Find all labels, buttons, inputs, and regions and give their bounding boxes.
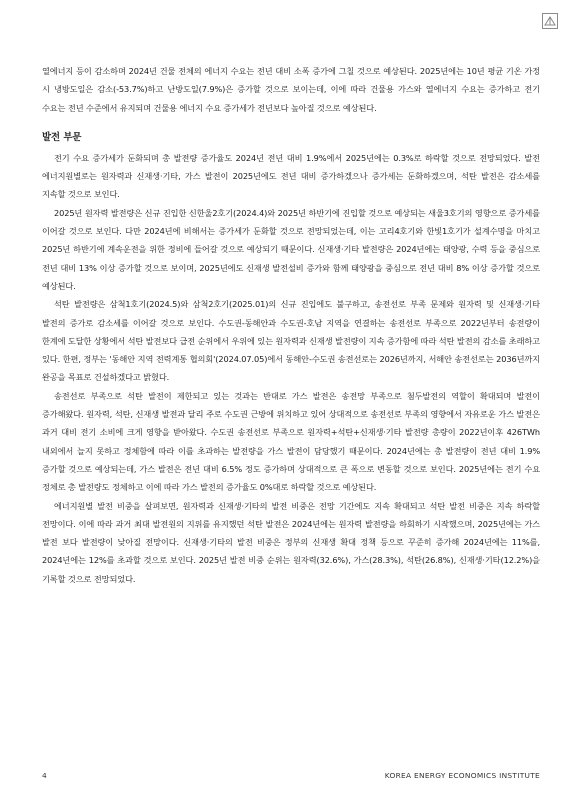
body-paragraph: 전기 수요 증가세가 둔화되며 총 발전량 증가율도 2024년 전년 대비 1.9%에서 2025년에는 0.3%로 하락할 것으로 전망되었다. 발전 에너지원별로는 원자력과 신재생·기타, 가스 발전이 2025년에도 전년 대비 증가하겠으나 증가세는 둔화하겠으며, 석탄 발전은 감소세를 지속할 것으로 보인다. (42, 152, 540, 200)
page-number: 4 (42, 771, 47, 780)
body-paragraph: 2025년 원자력 발전량은 신규 진입한 신한울2호기(2024.4)와 2025년 하반기에 진입할 것으로 예상되는 새울3호기의 영향으로 증가세를 이어갈 것으로 보인다. 다만 2024년에 비해서는 증가세가 둔화할 것으로 전망되었는데, 이는 고리4호기와 한빛1호기가 설계수명을 마치고 2025년 하반기에 계속운전을 위한 정비에 들어갈 것으로 예상되기 때문이다. 신재생·기타 발전량은 2024년에는 태양광, 수력 등을 중심으로 전년 대비 13% 이상 증가할 것으로 보이며, 2025년에도 신재생 발전설비 증가와 함께 태양광을 중심으로 전년 대비 8% 이상 증가할 것으로 예상된다. (42, 207, 540, 291)
institute-name: KOREA ENERGY ECONOMICS INSTITUTE (384, 771, 540, 780)
intro-paragraph: 열에너지 등이 감소하며 2024년 건물 전체의 에너지 수요는 전년 대비 소폭 증가에 그칠 것으로 예상된다. 2025년에는 10년 평균 기온 가정 시 냉방도일은 감소(-53.7%)하고 난방도일(7.9%)은 증가할 것으로 보이는데, 이에 따라 건물용 가스와 열에너지 수요는 증가하고 전기 수요는 전년 수준에서 유지되며 건물용 에너지 수요 증가세가 전년보다 높아질 것으로 예상된다. (42, 66, 540, 113)
section-heading: 발전 부문 (42, 131, 82, 143)
kee-logo-icon (542, 13, 558, 29)
body-paragraph: 에너지원별 발전 비중을 살펴보면, 원자력과 신재생·기타의 발전 비중은 전망 기간에도 지속 확대되고 석탄 발전 비중은 지속 하락할 전망이다. 이에 따라 과거 최대 발전원의 지위를 유지했던 석탄 발전은 2024년에는 원자력 발전량을 하회하기 시작했으며, 2025년에는 가스 발전 보다 발전량이 낮아질 전망이다. 신재생·기타의 발전 비중은 정부의 신재생 확대 정책 등으로 꾸준히 증가해 2024년에는 11%를, 2024년에는 12%를 초과할 것으로 보인다. 2025년 발전 비중 순위는 원자력(32.6%), 가스(28.3%), 석탄(26.8%), 신재생·기타(12.2%)을 기록할 것으로 전망되었다. (42, 500, 540, 584)
page-footer (42, 771, 540, 780)
body-paragraph: 석탄 발전량은 삼척1호기(2024.5)와 삼척2호기(2025.01)의 신규 진입에도 불구하고, 송전선로 부족 문제와 원자력 및 신재생·기타 발전의 증가로 감소세를 이어갈 것으로 보인다. 수도권-동해안과 수도권-호남 지역을 연결하는 송전선로 부족으로 2022년부터 송전량이 한계에 도달한 상황에서 석탄 발전보다 급전 순위에서 우위에 있는 원자력과 신재생 발전량이 지속 증가함에 따라 석탄 발전의 감소를 초래하고 있다. 한편, 정부는 '동해안 지역 전력계통 협의회'(2024.07.05)에서 동해안-수도권 송전선로는 2026년까지, 서해안 송전선로는 2036년까지 완공을 목표로 건설하겠다고 밝혔다. (42, 299, 540, 383)
body-paragraph: 송전선로 부족으로 석탄 발전이 제한되고 있는 것과는 반대로 가스 발전은 송전망 부족으로 첨두발전의 역할이 확대되며 발전이 증가해왔다. 원자력, 석탄, 신재생 발전과 달리 주로 수도권 근방에 위치하고 있어 상대적으로 송전선로 부족의 영향에서 자유로운 가스 발전은 과거 대비 전기 소비에 크게 영향을 받아왔다. 수도권 송전선로 부족으로 원자력+석탄+신재생·기타 발전량 총량이 2022년이후 426TWh 내외에서 늘지 못하고 정체함에 따라 이를 초과하는 발전량을 가스 발전이 담당했기 때문이다. 2024년에는 총 발전량이 전년 대비 1.9% 증가할 것으로 예상되는데, 가스 발전은 전년 대비 6.5% 정도 증가하며 상대적으로 큰 폭으로 변동할 것으로 보인다. 2025년에는 전기 수요 정체로 총 발전량도 정체하고 이에 따라 가스 발전의 증가율도 0%대로 하락할 것으로 예상된다. (42, 390, 540, 493)
document-body (42, 62, 540, 588)
